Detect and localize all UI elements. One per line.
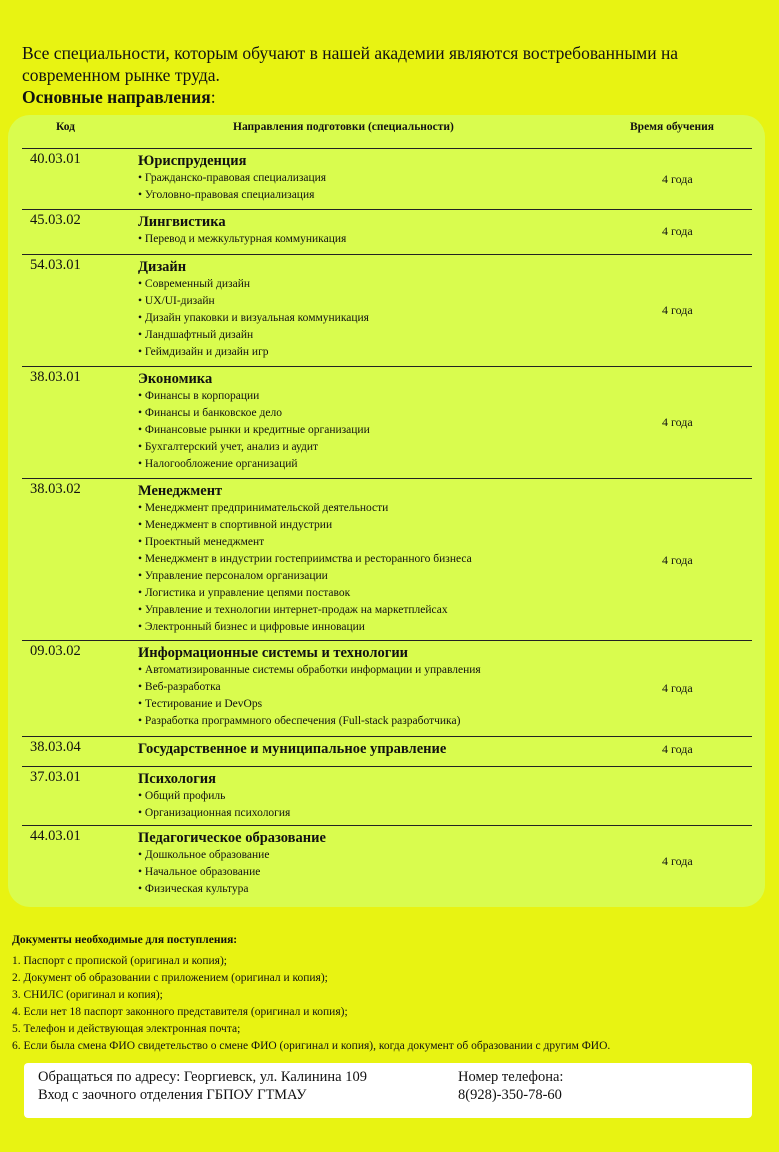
list-item: 3. СНИЛС (оригинал и копия); — [12, 989, 163, 1001]
list-item: • Организационная психология — [138, 805, 658, 822]
intro-heading — [22, 86, 762, 108]
documents-title: Документы необходимые для поступления: — [12, 934, 238, 946]
phone-block — [458, 1068, 563, 1104]
address-block — [38, 1068, 367, 1104]
table-row — [22, 736, 752, 765]
row-duration: 4 года — [662, 172, 693, 186]
list-item: • Финансы в корпорации — [138, 388, 658, 405]
direction-name: Педагогическое образование — [138, 830, 326, 846]
list-item: • UX/UI-дизайн — [138, 293, 658, 310]
direction-name: Информационные системы и технологии — [138, 645, 409, 661]
table-row — [22, 148, 752, 209]
list-item: • Управление и технологии интернет-продаж на маркетплейсах — [138, 602, 658, 619]
intro-title: Основные направления — [22, 87, 211, 107]
table-row — [22, 640, 752, 735]
row-duration: 4 года — [662, 854, 693, 868]
list-item: • Перевод и межкультурная коммуникация — [138, 231, 658, 248]
list-item: • Налогообложение организаций — [138, 456, 658, 473]
list-item: • Физическая культура — [138, 881, 658, 898]
phone-label: Номер телефона: — [458, 1069, 564, 1085]
table-row — [22, 766, 752, 825]
row-duration: 4 года — [662, 415, 693, 429]
row-direction — [138, 482, 658, 636]
documents-section — [12, 932, 772, 1055]
list-item: • Логистика и управление цепями поставок — [138, 585, 658, 602]
row-code: 40.03.01 — [30, 151, 81, 167]
list-item: • Веб-разработка — [138, 679, 658, 696]
header-direction: Направления подготовки (специальности) — [233, 121, 454, 133]
list-item: 2. Документ об образовании с приложением (оригинал и копия); — [12, 972, 328, 984]
direction-name: Юриспруденция — [138, 153, 247, 169]
list-item: • Современный дизайн — [138, 276, 658, 293]
direction-name: Лингвистика — [138, 214, 226, 230]
intro-block — [22, 42, 762, 108]
row-code: 44.03.01 — [30, 828, 81, 844]
list-item: • Дошкольное образование — [138, 847, 658, 864]
list-item: 5. Телефон и действующая электронная почта; — [12, 1023, 241, 1035]
table-row — [22, 825, 752, 902]
intro-text: Все специальности, которым обучают в нашей академии являются востребованными на современном рынке труда. — [22, 43, 679, 85]
list-item: • Гражданско-правовая специализация — [138, 170, 658, 187]
row-duration: 4 года — [662, 224, 693, 238]
row-duration: 4 года — [662, 553, 693, 567]
list-item: • Проектный менеджмент — [138, 534, 658, 551]
list-item: • Менеджмент в индустрии гостеприимства и ресторанного бизнеса — [138, 551, 658, 568]
list-item: • Финансы и банковское дело — [138, 405, 658, 422]
direction-name: Государственное и муниципальное управление — [138, 741, 447, 757]
row-code: 38.03.04 — [30, 739, 81, 755]
list-item: • Ландшафтный дизайн — [138, 327, 658, 344]
direction-name: Дизайн — [138, 259, 187, 275]
table-row — [22, 366, 752, 477]
direction-name: Экономика — [138, 371, 213, 387]
row-direction — [138, 370, 658, 473]
list-item: 4. Если нет 18 паспорт законного представителя (оригинал и копия); — [12, 1006, 348, 1018]
row-code: 09.03.02 — [30, 643, 81, 659]
row-duration: 4 года — [662, 681, 693, 695]
table-row — [22, 209, 752, 254]
list-item: 6. Если была смена ФИО свидетельство о смене ФИО (оригинал и копия), когда документ об образовании с другим ФИО. — [12, 1040, 611, 1052]
list-item: • Бухгалтерский учет, анализ и аудит — [138, 439, 658, 456]
list-item: • Менеджмент в спортивной индустрии — [138, 517, 658, 534]
header-duration: Время обучения — [630, 121, 714, 133]
list-item: • Разработка программного обеспечения (Full-stack разработчика) — [138, 713, 658, 730]
address-line: Обращаться по адресу: Георгиевск, ул. Калинина 109 — [38, 1069, 367, 1085]
phone-number[interactable]: 8(928)-350-78-60 — [458, 1087, 562, 1103]
row-duration: 4 года — [662, 303, 693, 317]
header-code: Код — [56, 121, 76, 133]
direction-name: Психология — [138, 771, 216, 787]
list-item: • Менеджмент предпринимательской деятельности — [138, 500, 658, 517]
list-item: • Геймдизайн и дизайн игр — [138, 344, 658, 361]
table-header — [8, 121, 765, 141]
directions-table — [8, 115, 765, 907]
list-item: • Тестирование и DevOps — [138, 696, 658, 713]
row-code: 38.03.02 — [30, 481, 81, 497]
list-item: • Начальное образование — [138, 864, 658, 881]
row-direction — [138, 258, 658, 361]
entrance-line: Вход с заочного отделения ГБПОУ ГТМАУ — [38, 1087, 307, 1103]
row-direction — [138, 152, 658, 204]
list-item: • Электронный бизнес и цифровые инновации — [138, 619, 658, 636]
row-direction — [138, 829, 658, 898]
row-duration: 4 года — [662, 742, 693, 756]
row-code: 38.03.01 — [30, 369, 81, 385]
row-code: 45.03.02 — [30, 212, 81, 228]
row-direction — [138, 213, 658, 248]
row-code: 54.03.01 — [30, 257, 81, 273]
list-item: • Финансовые рынки и кредитные организации — [138, 422, 658, 439]
contact-box — [24, 1063, 752, 1118]
table-row — [22, 478, 752, 640]
intro-title-suffix: : — [210, 87, 216, 107]
list-item: • Управление персоналом организации — [138, 568, 658, 585]
row-direction — [138, 770, 658, 822]
list-item: • Автоматизированные системы обработки информации и управления — [138, 662, 658, 679]
table-row — [22, 254, 752, 365]
list-item: • Общий профиль — [138, 788, 658, 805]
list-item: • Уголовно-правовая специализация — [138, 187, 658, 204]
list-item: 1. Паспорт с пропиской (оригинал и копия); — [12, 955, 227, 967]
row-direction — [138, 740, 658, 758]
list-item: • Дизайн упаковки и визуальная коммуникация — [138, 310, 658, 327]
row-code: 37.03.01 — [30, 769, 81, 785]
row-direction — [138, 644, 658, 730]
direction-name: Менеджмент — [138, 483, 223, 499]
